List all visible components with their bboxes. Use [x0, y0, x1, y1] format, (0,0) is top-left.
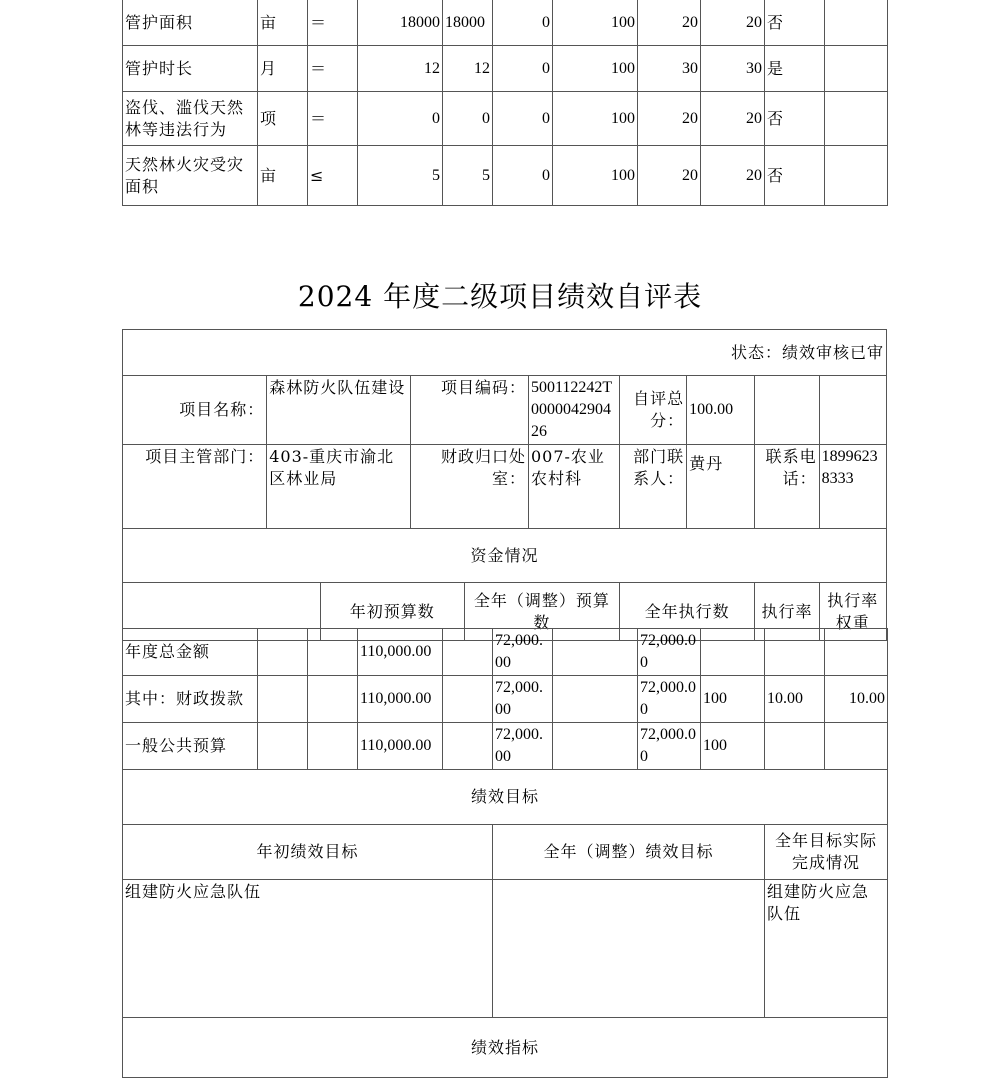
- table-row: [123, 629, 888, 676]
- fund-label: 年度总金额: [123, 629, 258, 676]
- indicator-target: 5: [358, 146, 443, 206]
- indicator-weight: 20: [638, 146, 701, 206]
- empty-cell: [443, 629, 493, 676]
- rate-header: 执行率: [755, 583, 819, 641]
- actual-goal-header: 全年目标实际完成情况: [765, 825, 888, 880]
- indicator-deviation: 0: [493, 92, 553, 146]
- funds-section-title: 资金情况: [123, 529, 887, 583]
- project-code: 500112242T000004290426: [528, 376, 619, 445]
- phone-value: 18996238333: [819, 445, 886, 529]
- project-name-label: 项目名称：: [123, 376, 267, 445]
- empty-cell: [258, 629, 308, 676]
- finance-label: 财政归口处室：: [411, 445, 529, 529]
- project-code-label: 项目编码：: [411, 376, 529, 445]
- dept-value: 403-重庆市渝北区林业局: [267, 445, 411, 529]
- indicator-flag: 否: [765, 146, 825, 206]
- indicator-deviation: 0: [493, 146, 553, 206]
- table-row: [123, 676, 888, 723]
- fund-executed: 72,000.00: [638, 723, 701, 770]
- fund-score: [825, 723, 888, 770]
- initial-goal-header: 年初绩效目标: [123, 825, 493, 880]
- fund-label: 一般公共预算: [123, 723, 258, 770]
- actual-goal: 组建防火应急队伍: [765, 880, 888, 1018]
- fund-budget: 110,000.00: [358, 629, 443, 676]
- section-row: [123, 1018, 888, 1078]
- indicator-operator: ≤: [308, 146, 358, 206]
- fund-adjusted: 72,000.00: [493, 676, 553, 723]
- empty-cell: [443, 676, 493, 723]
- status-row: [123, 330, 887, 376]
- empty-cell: [308, 676, 358, 723]
- empty-cell: [553, 676, 638, 723]
- indicators-section-title: 绩效指标: [123, 1018, 888, 1078]
- section-row: [123, 529, 887, 583]
- fund-executed: 72,000.00: [638, 629, 701, 676]
- self-score: 100.00: [687, 376, 755, 445]
- fund-executed: 72,000.00: [638, 676, 701, 723]
- table-row: [123, 0, 888, 46]
- fund-weight: [765, 723, 825, 770]
- table-row: [123, 723, 888, 770]
- indicator-actual: 18000: [443, 0, 493, 46]
- weight-header: 执行率权重: [819, 583, 886, 641]
- adjusted-goal: [493, 880, 765, 1018]
- info-row: [123, 376, 887, 445]
- indicator-name: 管护面积: [123, 0, 258, 46]
- indicator-flag: 否: [765, 92, 825, 146]
- contact-value: 黄丹: [687, 445, 755, 529]
- fund-rate: 100: [701, 723, 765, 770]
- adjusted-header: 全年（调整）预算数: [464, 583, 619, 641]
- indicator-rate: 100: [553, 46, 638, 92]
- fund-score: [825, 629, 888, 676]
- indicator-score: 20: [701, 146, 765, 206]
- indicator-rate: 100: [553, 146, 638, 206]
- empty-cell: [258, 723, 308, 770]
- executed-header: 全年执行数: [619, 583, 755, 641]
- indicator-remark: [825, 92, 888, 146]
- indicator-name: 天然林火灾受灾面积: [123, 146, 258, 206]
- fund-score: 10.00: [825, 676, 888, 723]
- fund-weight: 10.00: [765, 676, 825, 723]
- info-row: [123, 445, 887, 529]
- indicator-remark: [825, 46, 888, 92]
- fund-adjusted: 72,000.00: [493, 629, 553, 676]
- contact-label: 部门联系人：: [619, 445, 686, 529]
- empty-cell: [308, 629, 358, 676]
- indicator-name: 盗伐、滥伐天然林等违法行为: [123, 92, 258, 146]
- fund-weight: [765, 629, 825, 676]
- phone-label: 联系电话：: [755, 445, 819, 529]
- empty-cell: [819, 376, 886, 445]
- indicator-score: 30: [701, 46, 765, 92]
- project-name: 森林防火队伍建设: [267, 376, 411, 445]
- indicator-actual: 0: [443, 92, 493, 146]
- empty-cell: [308, 723, 358, 770]
- adjusted-goal-header: 全年（调整）绩效目标: [493, 825, 765, 880]
- indicator-rate: 100: [553, 92, 638, 146]
- indicator-weight: 30: [638, 46, 701, 92]
- fund-label: 其中：财政拨款: [123, 676, 258, 723]
- initial-goal: 组建防火应急队伍: [123, 880, 493, 1018]
- empty-cell: [755, 376, 819, 445]
- indicator-score: 20: [701, 0, 765, 46]
- fund-budget: 110,000.00: [358, 676, 443, 723]
- indicator-target: 18000: [358, 0, 443, 46]
- fund-rate: 100: [701, 676, 765, 723]
- empty-cell: [258, 676, 308, 723]
- indicator-unit: 亩: [258, 0, 308, 46]
- status-text: 状态：绩效审核已审: [123, 330, 887, 376]
- indicator-actual: 12: [443, 46, 493, 92]
- goals-section-title: 绩效目标: [123, 770, 888, 825]
- indicator-score: 20: [701, 92, 765, 146]
- indicator-operator: ＝: [308, 0, 358, 46]
- indicator-continuation-table: [122, 0, 888, 206]
- fund-adjusted: 72,000.00: [493, 723, 553, 770]
- indicator-deviation: 0: [493, 46, 553, 92]
- goals-header-row: [123, 825, 888, 880]
- indicator-weight: 20: [638, 92, 701, 146]
- indicator-remark: [825, 146, 888, 206]
- table-row: [123, 46, 888, 92]
- fund-rate: [701, 629, 765, 676]
- indicator-deviation: 0: [493, 0, 553, 46]
- dept-label: 项目主管部门：: [123, 445, 267, 529]
- evaluation-table: [122, 329, 887, 641]
- indicator-flag: 是: [765, 46, 825, 92]
- indicator-remark: [825, 0, 888, 46]
- indicator-target: 0: [358, 92, 443, 146]
- indicator-actual: 5: [443, 146, 493, 206]
- indicator-unit: 月: [258, 46, 308, 92]
- budget-header: 年初预算数: [320, 583, 464, 641]
- indicator-weight: 20: [638, 0, 701, 46]
- page-title: 2024 年度二级项目绩效自评表: [297, 280, 703, 313]
- empty-cell: [443, 723, 493, 770]
- indicator-flag: 否: [765, 0, 825, 46]
- indicator-unit: 亩: [258, 146, 308, 206]
- table-row: [123, 146, 888, 206]
- indicator-unit: 项: [258, 92, 308, 146]
- table-row: [123, 92, 888, 146]
- section-row: [123, 770, 888, 825]
- fund-budget: 110,000.00: [358, 723, 443, 770]
- empty-cell: [553, 723, 638, 770]
- indicator-target: 12: [358, 46, 443, 92]
- indicator-operator: ＝: [308, 92, 358, 146]
- empty-cell: [553, 629, 638, 676]
- goals-content-row: [123, 880, 888, 1018]
- indicator-name: 管护时长: [123, 46, 258, 92]
- finance-value: 007-农业农村科: [528, 445, 619, 529]
- indicator-rate: 100: [553, 0, 638, 46]
- score-label: 自评总分：: [619, 376, 686, 445]
- indicator-operator: ＝: [308, 46, 358, 92]
- funds-table: [122, 628, 888, 1078]
